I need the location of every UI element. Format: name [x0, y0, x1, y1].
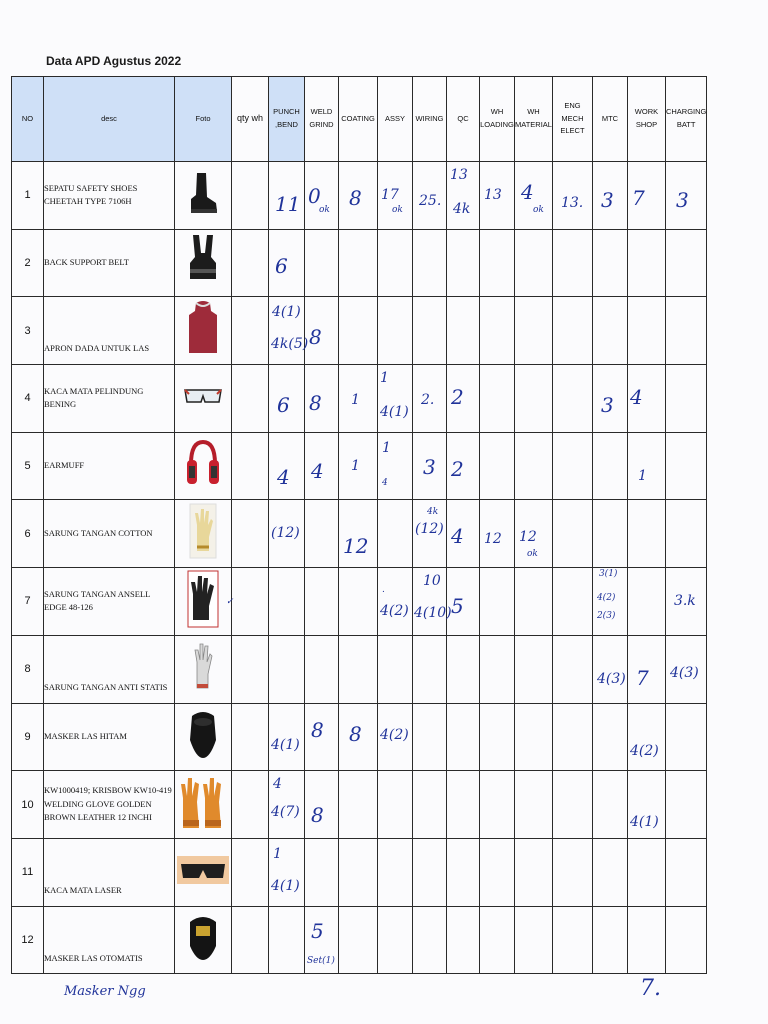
hw-value: 4(2)	[380, 603, 409, 620]
item-desc: APRON DADA UNTUK LAS	[44, 297, 175, 365]
table-row	[12, 229, 707, 297]
hw-value: 8	[311, 717, 324, 742]
col-header-foto: Foto	[175, 77, 232, 162]
item-desc: SARUNG TANGAN COTTON	[44, 500, 175, 568]
col-header-coating: COATING	[339, 77, 378, 162]
hw-value: 3	[675, 188, 689, 212]
table-row	[12, 500, 707, 568]
hw-value: 4(3)	[669, 664, 699, 681]
table-row	[12, 703, 707, 771]
hw-value: 7	[635, 665, 649, 690]
item-desc: MASKER LAS HITAM	[44, 703, 175, 771]
item-desc: SARUNG TANGAN ANTI STATIS	[44, 635, 175, 703]
row-number: 9	[12, 703, 44, 771]
antistatic-glove-icon	[193, 638, 213, 696]
hw-value: 4(2)	[380, 726, 409, 743]
auto-welding-helmet-icon	[186, 910, 220, 964]
safety-glasses-icon	[183, 382, 223, 410]
col-header-assy: ASSY	[378, 77, 413, 162]
earmuff-icon	[185, 438, 221, 490]
col-header-mtc: MTC	[592, 77, 627, 162]
hw-value: 2(3)	[596, 611, 616, 622]
hw-note: ok	[392, 205, 403, 215]
row-number: 11	[12, 838, 44, 906]
item-photo	[175, 162, 232, 230]
footer-note-right: 7.	[640, 976, 661, 1001]
hw-note: .	[382, 585, 385, 596]
hw-value: 4(10)	[414, 605, 452, 622]
col-header-charging: CHARGING BATT	[665, 77, 706, 162]
col-header-no: NO	[12, 77, 44, 162]
hw-value: 5	[451, 594, 464, 619]
welding-apron-icon	[186, 299, 220, 357]
hw-value: 1	[351, 457, 360, 474]
item-photo	[175, 297, 232, 365]
item-photo	[175, 635, 232, 703]
hw-value: 3	[600, 188, 614, 212]
col-header-eng-mech: ENG MECH ELECT	[552, 77, 592, 162]
hw-note: ok	[527, 549, 538, 560]
hw-value: 4k	[453, 201, 471, 217]
hw-value: 4(2)	[629, 742, 659, 759]
item-desc: MASKER LAS OTOMATIS	[44, 906, 175, 974]
hw-value: 1	[382, 439, 391, 456]
hw-value: 4	[277, 464, 290, 489]
hw-value: 6	[277, 393, 290, 418]
col-header-wh-material: WH MATERIAL	[515, 77, 553, 162]
hw-value: 4	[629, 385, 643, 410]
hw-value: 4	[382, 477, 388, 488]
col-header-workshop: WORK SHOP	[627, 77, 665, 162]
item-photo	[175, 500, 232, 568]
row-number: 7	[12, 568, 44, 636]
item-photo	[175, 906, 232, 974]
hw-value: 4(1)	[380, 404, 409, 421]
hw-value: (12)	[271, 525, 300, 542]
item-photo	[175, 568, 232, 636]
item-desc: SARUNG TANGAN ANSELL EDGE 48-126	[44, 568, 175, 636]
hw-value: 2.	[421, 392, 435, 409]
table-row	[12, 162, 707, 230]
check-mark-icon: ✓	[226, 597, 234, 608]
hw-value: 3(1)	[598, 569, 618, 580]
apd-table	[11, 76, 707, 974]
hw-value: 8	[309, 325, 322, 350]
hw-value: 8	[349, 186, 362, 210]
hw-value: 4	[521, 180, 534, 204]
hw-value: 12	[484, 531, 502, 548]
hw-value: 1	[380, 370, 389, 387]
footer-note-left: Masker Ngg	[64, 984, 146, 999]
laser-glasses-icon	[177, 850, 229, 890]
hw-value: 3	[600, 393, 614, 418]
hw-value: 1	[351, 392, 360, 409]
item-photo	[175, 703, 232, 771]
row-number: 10	[12, 771, 44, 839]
hw-value: 4(1)	[629, 814, 659, 831]
col-header-desc: desc	[44, 77, 175, 162]
back-support-belt-icon	[187, 233, 219, 289]
hw-value: 4	[273, 776, 282, 793]
hw-value: 13.	[560, 195, 584, 211]
item-desc: BACK SUPPORT BELT	[44, 229, 175, 297]
table-row	[12, 365, 707, 433]
row-number: 4	[12, 365, 44, 433]
hw-value: 2	[451, 385, 464, 410]
hw-value: 4(1)	[271, 736, 300, 753]
hw-value: 4(2)	[596, 593, 616, 604]
table-row	[12, 771, 707, 839]
hw-note: Set(1)	[307, 955, 335, 966]
col-header-punch: PUNCH ,BEND	[269, 77, 305, 162]
hw-value: 0	[308, 184, 321, 208]
item-desc: KACA MATA PELINDUNG BENING	[44, 365, 175, 433]
table-row	[12, 838, 707, 906]
row-number: 2	[12, 229, 44, 297]
hw-value: (12)	[415, 521, 444, 538]
hw-value: 4	[451, 524, 464, 549]
item-desc: EARMUFF	[44, 432, 175, 500]
hw-value: 11	[275, 192, 301, 216]
leather-glove-icon	[181, 772, 225, 832]
item-photo	[175, 771, 232, 839]
hw-value: 4(1)	[271, 877, 300, 894]
item-photo	[175, 432, 232, 500]
hw-value: 8	[349, 721, 362, 746]
item-photo	[175, 229, 232, 297]
hw-value: 12	[519, 529, 537, 546]
document-title: Data APD Agustus 2022	[46, 54, 182, 68]
table-row	[12, 568, 707, 636]
row-number: 1	[12, 162, 44, 230]
black-glove-icon	[187, 570, 219, 628]
item-desc: SEPATU SAFETY SHOES CHEETAH TYPE 7106H	[44, 162, 175, 230]
hw-value: 6	[275, 253, 288, 278]
hw-note: ok	[533, 205, 544, 215]
table-row	[12, 906, 707, 974]
table-row	[12, 297, 707, 365]
welding-mask-icon	[186, 706, 220, 762]
hw-value: 13	[450, 167, 468, 183]
table-row	[12, 635, 707, 703]
item-photo	[175, 365, 232, 433]
row-number: 12	[12, 906, 44, 974]
item-desc: KW1000419; KRISBOW KW10-419 WELDING GLOVE GOLDEN BROWN LEATHER 12 INCHI	[44, 771, 175, 839]
hw-value: 17	[381, 187, 399, 203]
hw-value: 25.	[419, 193, 442, 209]
hw-note: ok	[319, 205, 330, 215]
row-number: 5	[12, 432, 44, 500]
hw-value: 7	[631, 186, 645, 210]
hw-value: 13	[484, 187, 502, 203]
col-header-weld: WELD GRIND	[305, 77, 339, 162]
hw-value: 2	[451, 456, 464, 481]
hw-value: 4(3)	[596, 670, 626, 687]
row-number: 3	[12, 297, 44, 365]
hw-value: 10	[423, 573, 441, 590]
hw-value: 4k(5)	[271, 336, 309, 353]
hw-value: 4(7)	[271, 804, 300, 821]
safety-shoe-icon	[188, 169, 218, 217]
hw-value: 4(1)	[272, 304, 301, 321]
hw-value: 8	[309, 391, 322, 416]
hw-value: 4	[311, 458, 324, 483]
col-header-qc: QC	[447, 77, 480, 162]
item-desc: KACA MATA LASER	[44, 838, 175, 906]
col-header-qty: qty wh	[232, 77, 269, 162]
item-photo	[175, 838, 232, 906]
row-number: 8	[12, 635, 44, 703]
hw-value: 3	[423, 454, 436, 479]
hw-value: 8	[311, 803, 324, 828]
row-number: 6	[12, 500, 44, 568]
hw-value: 12	[343, 534, 369, 559]
hw-value: 5	[311, 918, 324, 943]
cotton-glove-icon	[189, 503, 217, 559]
hw-note: 4k	[427, 507, 439, 518]
hw-value: 1	[637, 467, 647, 484]
hw-value: 3.k	[673, 593, 696, 610]
table-row	[12, 432, 707, 500]
col-header-wiring: WIRING	[413, 77, 447, 162]
hw-value: 1	[273, 845, 282, 862]
col-header-wh-loading: WH LOADING	[480, 77, 515, 162]
